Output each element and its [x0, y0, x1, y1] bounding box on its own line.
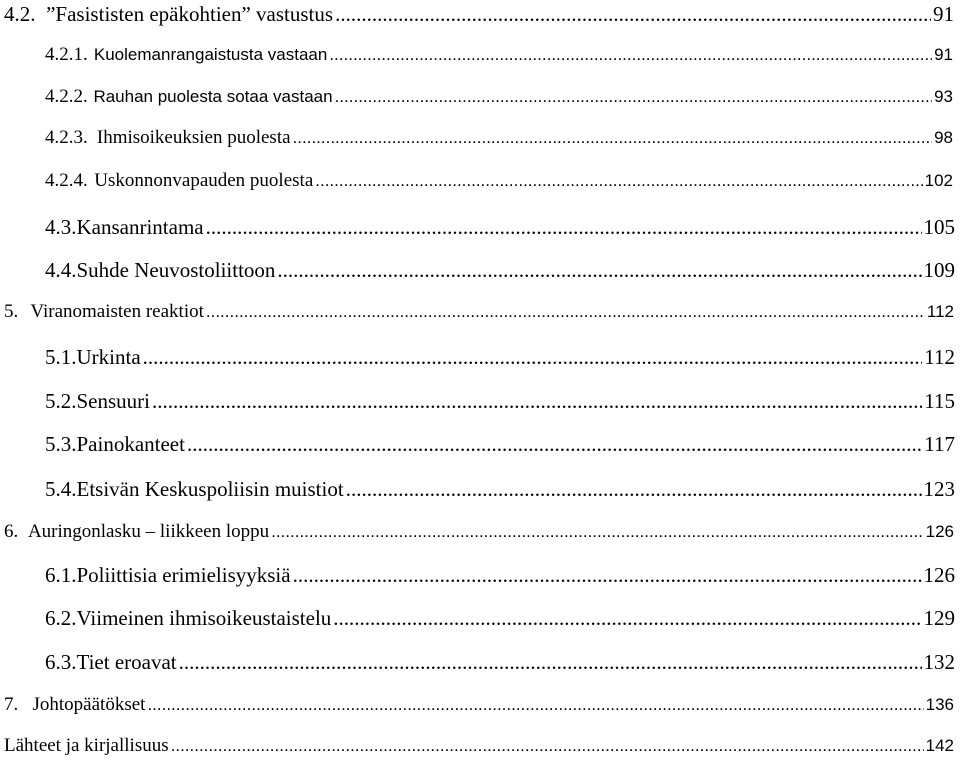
toc-entry-page: 91: [934, 45, 953, 64]
toc-entry-page: 115: [924, 389, 955, 413]
toc-entry-title: Sensuuri: [76, 389, 150, 413]
toc-entry-4-2-1[interactable]: [45, 44, 953, 66]
toc-entry-title: Painokanteet: [76, 432, 185, 456]
toc-entry-title: Suhde Neuvostoliittoon: [76, 258, 276, 282]
toc-entry-number: 7.: [4, 694, 19, 715]
toc-entry-4-2[interactable]: [4, 2, 954, 27]
toc-dot-leader: [179, 650, 922, 675]
toc-entry-title: Ihmisoikeuksien puolesta: [96, 127, 291, 148]
toc-entry-page: 112: [924, 345, 955, 369]
toc-entry-page: 136: [925, 695, 954, 714]
toc-entry-7[interactable]: [4, 694, 954, 716]
toc-entry-page: 112: [926, 302, 954, 321]
toc-entry-number: 6.: [4, 521, 19, 542]
toc-entry-page: 105: [923, 215, 955, 239]
toc-entry-5-4[interactable]: [45, 477, 955, 502]
toc-entry-title: Viranomaisten reaktiot: [30, 301, 204, 322]
toc-entry-title: Johtopäätökset: [32, 694, 146, 715]
toc-entry-page: 109: [923, 258, 955, 282]
toc-dot-leader: [335, 2, 931, 27]
toc-entry-number: 4.2.1.: [45, 44, 88, 65]
toc-entry-number: 6.1.: [45, 563, 77, 587]
toc-entry-number: 5.: [4, 301, 19, 322]
toc-entry-page: 102: [924, 171, 953, 190]
toc-entry-title: Auringonlasku – liikkeen loppu: [27, 521, 270, 542]
toc-entry-title: Urkinta: [76, 345, 141, 369]
toc-dot-leader: [187, 432, 922, 457]
toc-entry-number: 4.2.3.: [45, 127, 88, 148]
toc-dot-leader: [206, 302, 925, 322]
toc-entry-title: Poliittisia erimielisyyksiä: [76, 563, 291, 587]
toc-entry-4-3[interactable]: [45, 215, 955, 240]
toc-dot-leader: [346, 477, 922, 502]
toc-entry-number: 6.3.: [45, 650, 77, 674]
toc-entry-5[interactable]: [4, 301, 954, 323]
toc-dot-leader: [329, 45, 932, 65]
toc-entry-page: 98: [934, 128, 953, 147]
toc-entry-6-1[interactable]: [45, 563, 955, 588]
toc-entry-page: 117: [924, 432, 955, 456]
toc-entry-page: 132: [923, 650, 955, 674]
toc-entry-number: 5.2.: [45, 389, 77, 413]
toc-entry-title: Etsivän Keskuspoliisin muistiot: [76, 477, 344, 501]
toc-entry-title: Viimeinen ihmisoikeustaistelu: [76, 606, 332, 630]
toc-entry-title: Rauhan puolesta sotaa vastaan: [93, 87, 333, 106]
toc-entry-4-4[interactable]: [45, 258, 955, 283]
toc-entry-title: Kuolemanrangaistusta vastaan: [93, 45, 328, 64]
toc-entry-title: Tiet eroavat: [76, 650, 177, 674]
toc-dot-leader: [206, 215, 922, 240]
toc-dot-leader: [147, 695, 923, 715]
toc-dot-leader: [152, 389, 922, 414]
toc-dot-leader: [293, 563, 922, 588]
toc-dot-leader: [333, 606, 921, 631]
toc-entry-number: 4.3.: [45, 215, 77, 239]
toc-entry-page: 126: [923, 563, 955, 587]
toc-entry-6-2[interactable]: [45, 606, 955, 631]
toc-entry-title: Kansanrintama: [76, 215, 204, 239]
toc-entry-sources[interactable]: [4, 735, 954, 757]
toc-entry-number: 5.1.: [45, 345, 77, 369]
toc-entry-number: 4.2.2.: [45, 86, 88, 107]
toc-entry-page: 123: [923, 477, 955, 501]
toc-entry-number: 5.3.: [45, 432, 77, 456]
toc-entry-6[interactable]: [4, 521, 954, 543]
toc-entry-page: 129: [923, 606, 955, 630]
toc-dot-leader: [277, 258, 921, 283]
toc-entry-number: 6.2.: [45, 606, 77, 630]
toc-entry-4-2-2[interactable]: [45, 86, 953, 108]
toc-entry-page: 126: [925, 522, 954, 541]
toc-dot-leader: [171, 736, 924, 756]
toc-entry-page: 91: [933, 2, 954, 26]
toc-dot-leader: [271, 522, 924, 542]
toc-entry-5-1[interactable]: [45, 345, 955, 370]
toc-entry-4-2-3[interactable]: [45, 127, 953, 149]
toc-entry-number: 5.4.: [45, 477, 77, 501]
toc-entry-title: Uskonnonvapauden puolesta: [94, 170, 314, 191]
toc-entry-title: ”Fasististen epäkohtien” vastustus: [46, 2, 334, 26]
toc-entry-page: 142: [925, 736, 954, 755]
toc-entry-6-3[interactable]: [45, 650, 955, 675]
toc-dot-leader: [335, 87, 933, 107]
toc-entry-4-2-4[interactable]: [45, 170, 953, 192]
toc-entry-number: 4.2.4.: [45, 170, 88, 191]
toc-entry-number: 4.4.: [45, 258, 77, 282]
toc-dot-leader: [315, 171, 922, 191]
toc-dot-leader: [293, 128, 933, 148]
toc-entry-5-2[interactable]: [45, 389, 955, 414]
toc-entry-5-3[interactable]: [45, 432, 955, 457]
toc-dot-leader: [143, 345, 923, 370]
toc-entry-title: Lähteet ja kirjallisuus: [4, 735, 169, 756]
toc-entry-number: 4.2.: [4, 2, 36, 26]
toc-entry-page: 93: [934, 87, 953, 106]
